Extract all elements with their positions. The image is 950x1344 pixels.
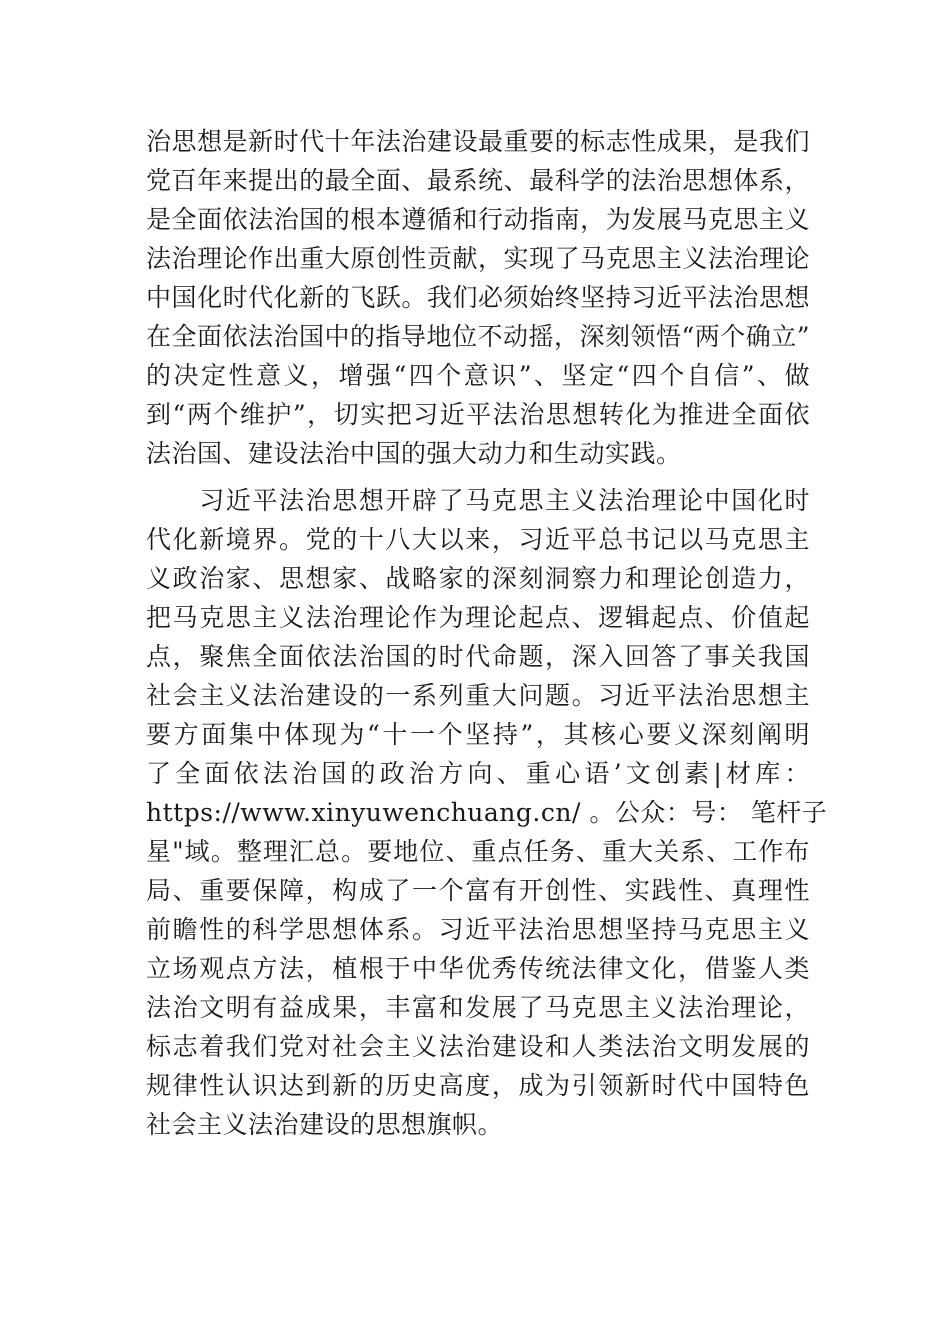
paragraph-line: 局、重要保障，构成了一个富有开创性、实践性、真理性 <box>146 876 810 905</box>
paragraph-line: 点，聚焦全面依法治国的时代命题，深入回答了事关我国 <box>146 642 810 671</box>
paragraph-line: 星"域。整理汇总。要地位、重点任务、重大关系、工作布 <box>146 837 810 866</box>
paragraph-line: 中国化时代化新的飞跃。我们必须始终坚持习近平法治思想 <box>146 283 810 312</box>
paragraph-1 <box>146 122 810 473</box>
paragraph-line: 社会主义法治建设的一系列重大问题。习近平法治思想主 <box>146 681 810 710</box>
paragraph-line: 要方面集中体现为“十一个坚持”，其核心要义深刻阐明 <box>146 720 810 749</box>
paragraph-line: 在全面依法治国中的指导地位不动摇，深刻领悟“两个确立” <box>146 322 811 351</box>
paragraph-2 <box>146 481 828 1144</box>
paragraph-line: https://www.xinyuwenchuang.cn/ 。公众：号： 笔杆子 <box>146 798 828 827</box>
paragraph-line: 代化新境界。党的十八大以来，习近平总书记以马克思主 <box>146 525 810 554</box>
paragraph-line: 规律性认识达到新的历史高度，成为引领新时代中国特色 <box>146 1071 810 1100</box>
paragraph-line: 了全面依法治国的政治方向、重心语’文创素|材库： <box>146 759 810 788</box>
paragraph-line: 标志着我们党对社会主义法治建设和人类法治文明发展的 <box>146 1032 810 1061</box>
paragraph-line: 立场观点方法，植根于中华优秀传统法律文化，借鉴人类 <box>146 954 810 983</box>
paragraph-line: 前瞻性的科学思想体系。习近平法治思想坚持马克思主义 <box>146 915 810 944</box>
paragraph-line: 法治国、建设法治中国的强大动力和生动实践。 <box>146 439 682 468</box>
paragraph-line: 治思想是新时代十年法治建设最重要的标志性成果，是我们 <box>146 127 810 156</box>
paragraph-line: 法治文明有益成果，丰富和发展了马克思主义法治理论， <box>146 993 810 1022</box>
paragraph-line: 习近平法治思想开辟了马克思主义法治理论中国化时 <box>146 486 810 515</box>
paragraph-line: 到“两个维护”，切实把习近平法治思想转化为推进全面依 <box>146 400 810 429</box>
paragraph-line: 的决定性意义，增强“四个意识”、坚定“四个自信”、做 <box>146 361 810 390</box>
paragraph-line: 社会主义法治建设的思想旗帜。 <box>146 1110 504 1139</box>
paragraph-line: 党百年来提出的最全面、最系统、最科学的法治思想体系， <box>146 166 810 195</box>
paragraph-line: 是全面依法治国的根本遵循和行动指南，为发展马克思主义 <box>146 205 810 234</box>
paragraph-line: 把马克思主义法治理论作为理论起点、逻辑起点、价值起 <box>146 603 810 632</box>
paragraph-line: 义政治家、思想家、战略家的深刻洞察力和理论创造力， <box>146 564 810 593</box>
paragraph-line: 法治理论作出重大原创性贡献，实现了马克思主义法治理论 <box>146 244 810 273</box>
